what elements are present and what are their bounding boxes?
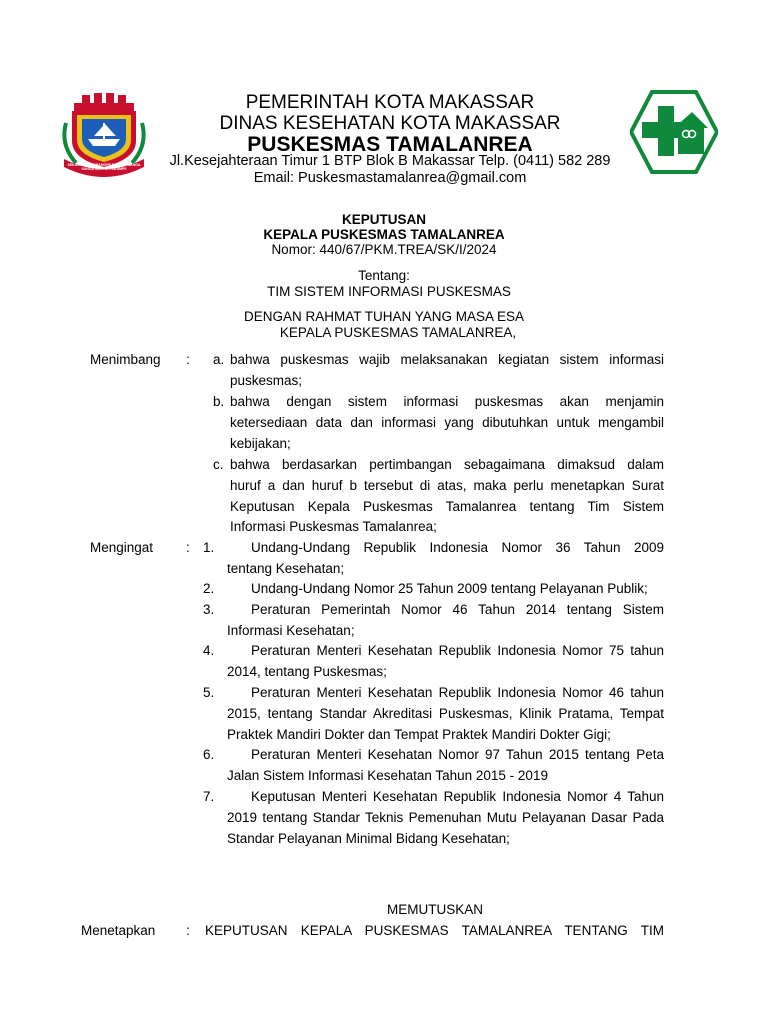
list-item-mark: 4. [203, 643, 215, 658]
list-item-line1: Peraturan Menteri Kesehatan Republik Indonesia Nomor 46 tahun [251, 685, 664, 700]
list-item-rest: Jalan Sistem Informasi Kesehatan Tahun 2015 - 2019 [227, 767, 548, 783]
list-item-line1: bahwa dengan sistem informasi puskesmas akan menjamin [230, 394, 664, 409]
header-address: Jl.Kesejahteraan Timur 1 BTP Blok B Makassar Telp. (0411) 582 289 [169, 153, 611, 169]
decree-heading: KEPUTUSAN [341, 212, 426, 227]
list-item-mark: 7. [203, 789, 215, 804]
list-item-line1: bahwa berdasarkan pertimbangan sebagaimana dimaksud dalam [230, 457, 664, 472]
list-item [203, 455, 664, 538]
menetapkan-label: Menetapkan [81, 923, 156, 938]
memutuskan-heading: MEMUTUSKAN [386, 902, 483, 917]
list-item-rest: tentang Kesehatan; [227, 560, 345, 576]
list-item-rest: 2015, tentang Standar Akreditasi Puskesmas, Klinik Pratama, Tempat Praktek Mandiri Dokter dan Tempat Praktek Mandiri Dokter Gigi; [227, 705, 664, 742]
list-item-mark: b. [213, 394, 225, 409]
menimbang-colon: : [186, 352, 190, 367]
header-email: Email: Puskesmastamalanrea@gmail.com [253, 170, 527, 186]
list-item-line1: Peraturan Pemerintah Nomor 46 Tahun 2014 tentang Sistem [251, 602, 664, 617]
list-item-rest: Informasi Kesehatan; [227, 622, 355, 638]
menimbang-label: Menimbang [90, 352, 161, 367]
mengingat-label: Mengingat [90, 540, 154, 555]
list-item-mark: 2. [203, 581, 215, 596]
seal-ribbon-text: SEKALIPANE DERAMOPE PAROPO SANGA SANGA SARUNI PARAMPE [67, 163, 141, 171]
list-item-mark: 3. [203, 602, 215, 617]
list-item [203, 392, 664, 454]
list-item-line1: Undang-Undang Republik Indonesia Nomor 36 Tahun 2009 [251, 540, 664, 555]
list-item-mark: c. [213, 457, 224, 472]
list-item-rest: 2019 tentang Standar Teknis Pemenuhan Mutu Pelayanan Dasar Pada Standar Pelayanan Minimal Bidang Kesehatan; [227, 809, 664, 846]
mengingat-colon: : [186, 540, 190, 555]
header-institution: PUSKESMAS TAMALANREA [247, 133, 533, 156]
list-item [203, 683, 664, 745]
list-item-mark: a. [213, 352, 225, 367]
list-item-line1: Peraturan Menteri Kesehatan Nomor 97 Tahun 2015 tentang Peta [251, 747, 664, 762]
list-item [203, 745, 664, 787]
list-item-rest: 2014, tentang Puskesmas; [227, 663, 387, 679]
list-item [203, 350, 664, 392]
rahmat-line: DENGAN RAHMAT TUHAN YANG MASA ESA [243, 309, 525, 324]
header-department: DINAS KESEHATAN KOTA MAKASSAR [219, 113, 561, 134]
kepala-line: KEPALA PUSKESMAS TAMALANREA, [279, 325, 517, 340]
list-item-mark: 6. [203, 747, 215, 762]
list-item-line1: Undang-Undang Nomor 25 Tahun 2009 tentang Pelayanan Publik; [251, 581, 648, 596]
list-item-line1: Peraturan Menteri Kesehatan Republik Indonesia Nomor 75 tahun [251, 643, 664, 658]
list-item-line1: bahwa puskesmas wajib melaksanakan kegiatan sistem informasi [230, 352, 664, 367]
decree-subheading: KEPALA PUSKESMAS TAMALANREA [263, 227, 505, 242]
list-item [203, 641, 664, 683]
decree-number: Nomor: 440/67/PKM.TREA/SK/I/2024 [271, 242, 497, 257]
list-item-mark: 1. [203, 540, 215, 555]
about-title: TIM SISTEM INFORMASI PUSKESMAS [267, 284, 511, 299]
menetapkan-text: KEPUTUSAN KEPALA PUSKESMAS TAMALANREA TENTANG TIM [205, 923, 664, 938]
list-item-rest: huruf a dan huruf b tersebut di atas, maka perlu menetapkan Surat Keputusan Kepala Puskesmas Tamalanrea tentang Tim Sistem Informasi Puskesmas Tamalanrea; [230, 477, 664, 535]
list-item-rest: ketersediaan data dan informasi yang dibutuhkan untuk mengambil kebijakan; [230, 414, 664, 451]
header-government: PEMERINTAH KOTA MAKASSAR [245, 92, 535, 113]
list-item-rest: puskesmas; [230, 372, 303, 388]
menetapkan-colon: : [186, 923, 190, 938]
list-item-line1: Keputusan Menteri Kesehatan Republik Indonesia Nomor 4 Tahun [251, 789, 664, 804]
list-item-mark: 5. [203, 685, 215, 700]
list-item [203, 579, 664, 600]
puskesmas-cross-house-icon [630, 90, 718, 174]
about-label: Tentang: [358, 268, 410, 283]
list-item [203, 538, 664, 580]
list-item [203, 600, 664, 642]
list-item [203, 787, 664, 849]
